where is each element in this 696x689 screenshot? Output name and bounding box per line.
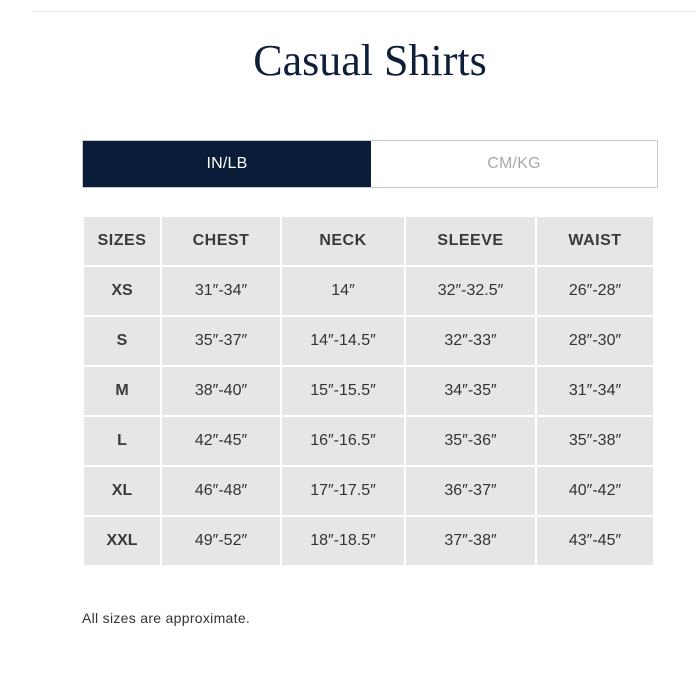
unit-option-cm-kg[interactable]: CM/KG bbox=[371, 141, 657, 187]
table-row bbox=[84, 367, 653, 415]
footnote: All sizes are approximate. bbox=[82, 610, 251, 626]
header-neck: NECK bbox=[282, 217, 404, 265]
chest-cell: 49″-52″ bbox=[162, 517, 280, 565]
waist-cell: 43″-45″ bbox=[537, 517, 653, 565]
sleeve-cell: 32″-33″ bbox=[406, 317, 535, 365]
sleeve-cell: 37″-38″ bbox=[406, 517, 535, 565]
header-waist: WAIST bbox=[537, 217, 653, 265]
table-row bbox=[84, 267, 653, 315]
neck-cell: 15″-15.5″ bbox=[282, 367, 404, 415]
waist-cell: 35″-38″ bbox=[537, 417, 653, 465]
waist-cell: 40″-42″ bbox=[537, 467, 653, 515]
unit-toggle bbox=[82, 140, 658, 188]
unit-option-in-lb[interactable]: IN/LB bbox=[83, 141, 371, 187]
size-cell: L bbox=[84, 417, 160, 465]
page-title: Casual Shirts bbox=[253, 36, 487, 85]
chest-cell: 35″-37″ bbox=[162, 317, 280, 365]
chest-cell: 46″-48″ bbox=[162, 467, 280, 515]
size-cell: XXL bbox=[84, 517, 160, 565]
top-divider bbox=[34, 11, 696, 12]
size-cell: XL bbox=[84, 467, 160, 515]
size-cell: S bbox=[84, 317, 160, 365]
header-chest: CHEST bbox=[162, 217, 280, 265]
chest-cell: 42″-45″ bbox=[162, 417, 280, 465]
table-row bbox=[84, 317, 653, 365]
neck-cell: 14″-14.5″ bbox=[282, 317, 404, 365]
size-chart-table bbox=[82, 215, 655, 567]
neck-cell: 14″ bbox=[282, 267, 404, 315]
sleeve-cell: 36″-37″ bbox=[406, 467, 535, 515]
sleeve-cell: 32″-32.5″ bbox=[406, 267, 535, 315]
table-row bbox=[84, 517, 653, 565]
chest-cell: 38″-40″ bbox=[162, 367, 280, 415]
header-sizes: SIZES bbox=[84, 217, 160, 265]
size-cell: M bbox=[84, 367, 160, 415]
chest-cell: 31″-34″ bbox=[162, 267, 280, 315]
sleeve-cell: 34″-35″ bbox=[406, 367, 535, 415]
table-header-row bbox=[84, 217, 653, 265]
neck-cell: 18″-18.5″ bbox=[282, 517, 404, 565]
neck-cell: 16″-16.5″ bbox=[282, 417, 404, 465]
waist-cell: 31″-34″ bbox=[537, 367, 653, 415]
waist-cell: 26″-28″ bbox=[537, 267, 653, 315]
header-sleeve: SLEEVE bbox=[406, 217, 535, 265]
size-cell: XS bbox=[84, 267, 160, 315]
sleeve-cell: 35″-36″ bbox=[406, 417, 535, 465]
table-row bbox=[84, 467, 653, 515]
table-row bbox=[84, 417, 653, 465]
neck-cell: 17″-17.5″ bbox=[282, 467, 404, 515]
waist-cell: 28″-30″ bbox=[537, 317, 653, 365]
